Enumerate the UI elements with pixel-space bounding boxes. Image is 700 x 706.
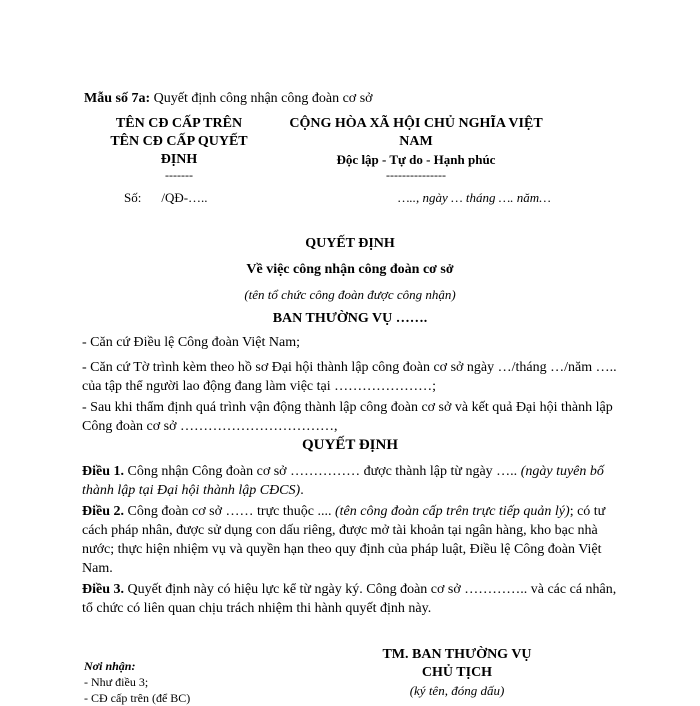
national-title: CỘNG HÒA XÃ HỘI CHỦ NGHĨA VIỆT NAM xyxy=(289,116,543,149)
article-text: Công nhận Công đoàn cơ sở …………… được thành lập từ ngày ….. xyxy=(124,464,521,479)
national-motto: Độc lập - Tự do - Hạnh phúc xyxy=(336,152,496,167)
recipients xyxy=(84,658,190,706)
form-title: Quyết định công nhận công đoàn cơ sở xyxy=(150,91,373,106)
header-right-divider: --------------- xyxy=(386,168,446,182)
number-label: Số: xyxy=(124,190,142,205)
recipient-item: - Như điều 3; xyxy=(84,675,149,689)
committee-title: BAN THƯỜNG VỤ ……. xyxy=(272,311,428,326)
decision-title-2: QUYẾT ĐỊNH xyxy=(302,437,398,453)
article-label: Điều 1. xyxy=(82,464,124,479)
article-tail: ; có tư cách pháp nhân, được sử dụng con dấu riêng, được mở tài khoản tại ngân hàng, kho bạc nhà nước; thực hiện nhiệm vụ và quyền hạn theo quy định của pháp luật, Điều lệ Công đoàn Việt Nam. xyxy=(82,504,606,576)
signature-note: (ký tên, đóng dấu) xyxy=(409,683,505,698)
org-name-note: (tên tổ chức công đoàn được công nhận) xyxy=(244,287,456,302)
document-date: ….., ngày … tháng …. năm… xyxy=(398,190,551,205)
basis-item: - Căn cứ Điều lệ Công đoàn Việt Nam; xyxy=(82,335,300,350)
deciding-union-name: TÊN CĐ CẤP QUYẾT ĐỊNH xyxy=(110,134,248,167)
document-number xyxy=(124,190,208,206)
recipient-item: - CĐ cấp trên (để BC) xyxy=(84,691,191,705)
article-label: Điều 2. xyxy=(82,504,124,519)
form-caption xyxy=(84,91,373,107)
decision-title: QUYẾT ĐỊNH xyxy=(305,236,395,251)
header-left-divider: ------- xyxy=(165,168,193,182)
article-1 xyxy=(82,462,630,500)
article-label: Điều 3. xyxy=(82,582,124,597)
article-italic-note: (ngày tuyên bố thành lập tại Đại hội thành lập CĐCS) xyxy=(82,464,604,498)
recipients-title: Nơi nhận: xyxy=(84,659,136,673)
article-3 xyxy=(82,580,630,618)
article-2 xyxy=(82,502,630,578)
signature-block xyxy=(362,646,552,700)
signature-role: CHỦ TỊCH xyxy=(421,665,493,680)
form-label: Mẫu số 7a: xyxy=(84,91,151,106)
article-text: Quyết định này có hiệu lực kể từ ngày ký. Công đoàn cơ sở ………….. và các cá nhân, tổ chức có liên quan chịu trách nhiệm thi hành quyết định này. xyxy=(82,582,617,616)
signature-org: TM. BAN THƯỜNG VỤ xyxy=(382,647,532,662)
number-value: /QĐ-….. xyxy=(161,190,208,205)
header-left xyxy=(96,115,262,181)
article-tail: . xyxy=(300,483,304,498)
decision-subject: Về việc công nhận công đoàn cơ sở xyxy=(246,262,454,277)
article-italic-note: (tên công đoàn cấp trên trực tiếp quản lý) xyxy=(334,504,570,519)
basis-item: - Sau khi thẩm định quá trình vận động thành lập công đoàn cơ sở và kết quả Đại hội thành lập Công đoàn cơ sở ……………………………, xyxy=(82,400,613,434)
basis-item: - Căn cứ Tờ trình kèm theo hồ sơ Đại hội thành lập công đoàn cơ sở ngày …/tháng …/năm ….. của tập thể người lao động đang làm việc tại …………………; xyxy=(82,360,617,394)
header-right xyxy=(284,115,548,181)
article-text: Công đoàn cơ sở …… trực thuộc .... xyxy=(124,504,335,519)
upper-union-name: TÊN CĐ CẤP TRÊN xyxy=(115,116,243,131)
